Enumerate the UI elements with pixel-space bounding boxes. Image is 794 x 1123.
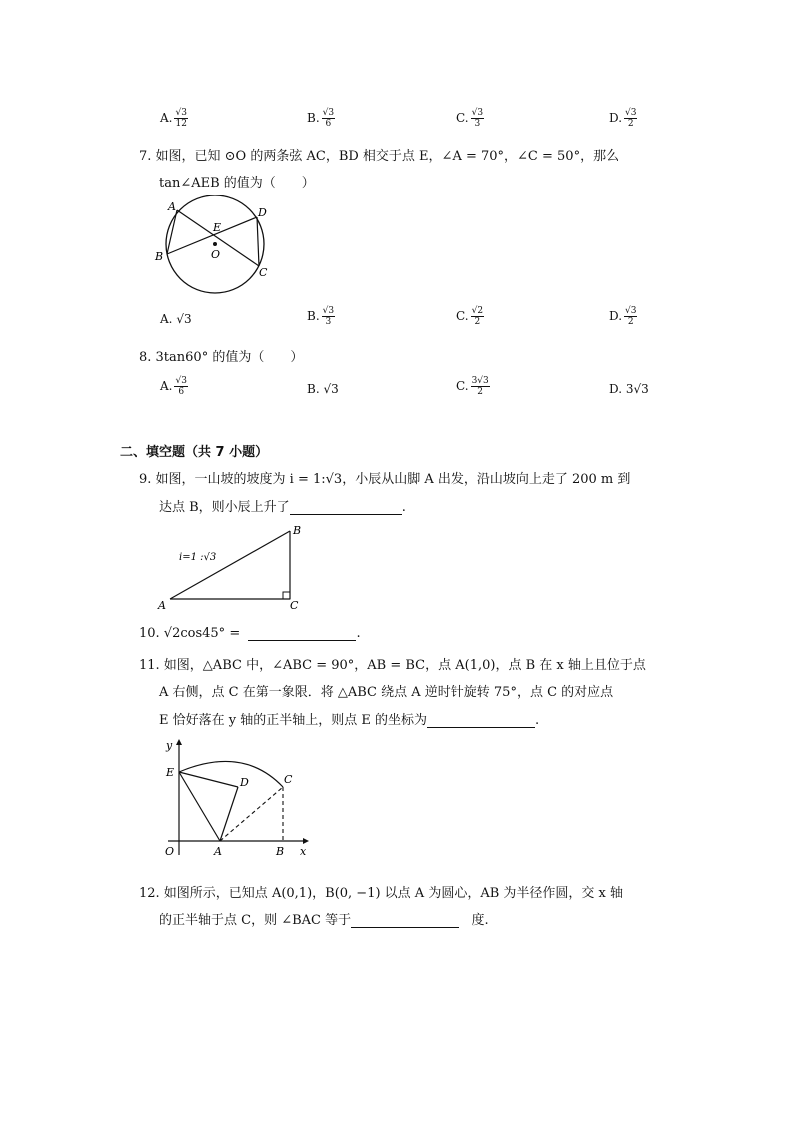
q10-line: 10. √2cos45° = . bbox=[139, 626, 361, 641]
q6-option-c: C. $\frac{√3}{3}$ bbox=[456, 108, 484, 129]
label-o: O bbox=[211, 248, 221, 261]
label-a: A bbox=[168, 200, 176, 213]
label-a: A bbox=[214, 845, 222, 858]
label-y: y bbox=[166, 739, 173, 752]
q6-option-a: A. $\frac{√3}{12}$ bbox=[160, 108, 187, 129]
q6-option-d: D. $\frac{√3}{2}$ bbox=[609, 108, 637, 129]
segment-ed bbox=[179, 772, 238, 787]
label-b: B bbox=[293, 524, 302, 537]
label-c: C bbox=[259, 266, 268, 279]
q12-answer-blank[interactable] bbox=[351, 915, 459, 928]
label-c: C bbox=[290, 599, 299, 612]
section-title: 二、填空题（共 7 小题） bbox=[120, 445, 269, 460]
label-c: C bbox=[284, 773, 293, 786]
hypotenuse-ab bbox=[170, 531, 290, 599]
segment-ae bbox=[179, 772, 220, 841]
q7-option-d: D. $\frac{√3}{2}$ bbox=[609, 306, 637, 327]
q10-answer-blank[interactable] bbox=[248, 628, 356, 641]
q11-line3: E 恰好落在 y 轴的正半轴上，则点 E 的坐标为 . bbox=[159, 713, 540, 728]
q7-option-a: A. √3 bbox=[160, 312, 192, 326]
label-e: E bbox=[166, 766, 175, 779]
q7-line1: 7. 如图，已知 ⊙O 的两条弦 AC，BD 相交于点 E，∠A = 70°，∠C = 50°，那么 bbox=[139, 149, 620, 164]
q8-option-a: A. $\frac{√3}{6}$ bbox=[160, 376, 187, 397]
segment-ab bbox=[167, 210, 177, 254]
label-a: A bbox=[158, 599, 166, 612]
q7-line2: tan∠AEB 的值为（ ） bbox=[159, 176, 315, 191]
q7-option-b: B. $\frac{√3}{3}$ bbox=[307, 306, 335, 327]
x-axis-arrow bbox=[303, 838, 309, 844]
q12-line2: 的正半轴于点 C，则 ∠BAC 等于 度. bbox=[159, 913, 489, 928]
center-dot bbox=[213, 242, 217, 246]
q7-option-c: C. $\frac{√2}{2}$ bbox=[456, 306, 484, 327]
label-b: B bbox=[276, 845, 285, 858]
q12-line1: 12. 如图所示，已知点 A(0,1)，B(0, −1) 以点 A 为圆心，AB 为半径作圆，交 x 轴 bbox=[139, 886, 623, 901]
q9-line2: 达点 B，则小辰上升了 . bbox=[159, 500, 406, 515]
q9-slope-figure bbox=[150, 520, 310, 615]
label-o: O bbox=[165, 845, 175, 858]
q8-option-b: B. √3 bbox=[307, 382, 339, 396]
q9-answer-blank[interactable] bbox=[290, 502, 402, 515]
q11-answer-blank[interactable] bbox=[427, 715, 535, 728]
y-axis-arrow bbox=[176, 739, 182, 745]
segment-cd bbox=[257, 217, 259, 266]
q8-line1: 8. 3tan60° 的值为（ ） bbox=[139, 350, 304, 365]
label-b: B bbox=[155, 250, 164, 263]
q11-line1: 11. 如图，△ABC 中，∠ABC = 90°，AB = BC，点 A(1,0)，点 B 在 x 轴上且位于点 bbox=[139, 658, 646, 673]
q7-circle-figure bbox=[150, 195, 280, 305]
q8-option-d: D. 3√3 bbox=[609, 382, 649, 396]
segment-da bbox=[220, 787, 238, 841]
arc-ce bbox=[179, 761, 283, 787]
q8-option-c: C. $\frac{3√3}{2}$ bbox=[456, 376, 489, 397]
q11-rotation-figure bbox=[158, 735, 318, 863]
label-x: x bbox=[300, 845, 307, 858]
q11-line2: A 右侧，点 C 在第一象限．将 △ABC 绕点 A 逆时针旋转 75°，点 C 的对应点 bbox=[159, 685, 614, 700]
label-d: D bbox=[240, 776, 249, 789]
label-d: D bbox=[258, 206, 267, 219]
right-angle-mark bbox=[283, 592, 290, 599]
label-e: E bbox=[213, 221, 222, 234]
q9-line1: 9. 如图，一山坡的坡度为 i = 1:√3，小辰从山脚 A 出发，沿山坡向上走了 200 m 到 bbox=[139, 472, 631, 487]
q6-option-b: B. $\frac{√3}{6}$ bbox=[307, 108, 335, 129]
slope-label: i=1 :√3 bbox=[179, 552, 217, 563]
